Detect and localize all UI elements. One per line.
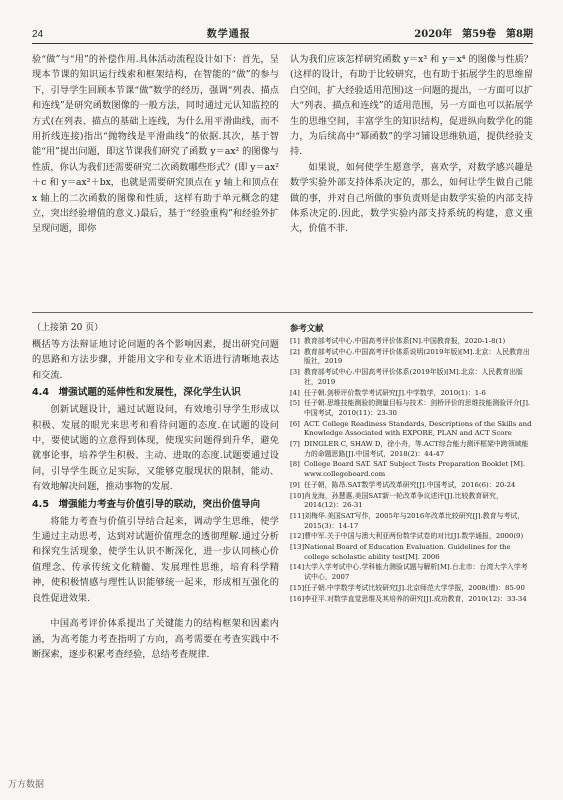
reference-text: 教育部考试中心.中国高考评价体系说明(2019年版)[M].北京：人民教育出版社，2019 [304, 347, 530, 366]
body-paragraph: 中国高考评价体系提出了关键能力的结构框架和因素内涵，为高考能力考查指明了方向，高考需要在考查实践中不断探索，逐步积累考查经验，总结考查规律. [32, 618, 279, 660]
references-list [290, 337, 533, 604]
reference-number: [5] [290, 399, 300, 408]
header-rule [32, 43, 533, 44]
reference-item [290, 337, 533, 347]
top-right-column [290, 52, 533, 310]
top-left-column [32, 52, 279, 310]
body-paragraph: 将能力考查与价值引导结合起来，调动学生思维，使学生通过主动思考，达到对试题价值理念的透彻理解.通过分析和探究生活现象，使学生认识不断深化，进一步认同核心价值理念、传承传统文化精髓、发展理性思维，培育科学精神，使积极情感与理性认识能够统一起来，形成相互强化的良性促进效果. [32, 515, 279, 604]
reference-text: DINGLER C, SHAW D，徐小舟，等.ACT综合能力测评框架中跨领域能力的命题思路[J].中国考试，2018(2)：44-47 [304, 440, 529, 458]
body-paragraph: 认为我们应该怎样研究函数 y＝x³ 和 y＝x⁴ 的图像与性质？(这样的设计，有助于比较研究，也有助于拓展学生的思维留白空间，扩大经验适用范围)这一问题的提出，一方面可以扩大“列表、描点和连线”的适用范围，另一方面也可以拓展学生的思维空间，丰富学生的知识结构，促进纵向数学化的能力，为后续高中“幂函数”的学习铺设思维轨道，提供经验支持. [290, 54, 533, 158]
page-number: 24 [32, 29, 44, 40]
reference-number: [16] [290, 594, 305, 603]
reference-text: ACT. College Readiness Standards, Descriptions of the Skills and Knowledge Associated with EXPORE, PLAN and ACT Score [304, 419, 532, 438]
reference-item [290, 460, 533, 479]
body-paragraph: 验“做”与“用”的补偿作用.具体活动流程设计如下：首先，呈现本节课的知识运行线索和框架结构，在智能的“做”的参与下，引导学生回顾本节课“做”数学的经历，强调“列表、描点和连线”是研究函数图像的一般方法，同时通过元认知监控的方式(在列表、描点的基础上连线，为什么用平滑曲线，而不用折线连接)指出“抛物线是平滑曲线”的依据.其次，基于智能“用”提出问题，即这节课我们研究了函数 y＝ax² 的图像与性质，你认为我们还需要研究二次函数哪些形式？(即 y＝ax²＋c 和 y＝ax²＋bx，也就是需要研究顶点在 y 轴上和顶点在 x 轴上的二次函数的图像和性质，这样有助于单元概念的建立，突出经验增值的意义.)最后，基于“经验重构”和经验外扩呈现问题，即你 [32, 54, 279, 235]
reference-number: [15] [290, 583, 305, 592]
references-title: 参考文献 [290, 323, 324, 333]
reference-text: 任子朝.中学数学考试比较研究[J].北京师范大学学报，2008(增)：85-90 [304, 583, 525, 592]
reference-item [290, 532, 533, 542]
journal-title: 数学通报 [206, 29, 251, 40]
reference-text: 刘梅华.美国SAT写作，2005年与2016年改革比较研究[J].教育与考试，2015(3)：14-17 [304, 511, 525, 530]
body-paragraph: 如果说，如何使学生愿意学，喜欢学，对数学感兴趣是数学实验外部支持体系决定的，那么，如何让学生做自己能做的事，并对自己所做的事负责则是由数学实验的内部支持体系决定的.因此，数学实验内部支持系统的构建，意义重大，价值不菲. [290, 161, 533, 235]
reference-number: [9] [290, 480, 300, 489]
body-paragraph: 创新试题设计，通过试题设问，有效地引导学生形成以积极、发展的眼光来思考和看待问题的态度.在试题的设问中，要使试题的立意得到体现，使现实问题得到升华，避免就事论事，培养学生积极、主动、进取的态度.试题要通过设问，引导学生既立足实际，又能够克服现状的限制，能动、有效地解决问题，推动事物的发展. [32, 404, 279, 493]
reference-item [290, 584, 533, 594]
reference-text: 大学入学考试中心.学科能力测验试题与解析[M].台北市：台湾大学入学考试中心，2007 [304, 563, 528, 582]
watermark: 万方数据 [8, 779, 45, 789]
page-header [32, 24, 533, 40]
reference-item [290, 481, 533, 491]
reference-text: 教育部考试中心.中国高考评价体系[N].中国教育报，2020-1-8(1) [304, 337, 506, 345]
reference-text: College Board SAT. SAT Subject Tests Preparation Booklet [M]. www.collegeboard.com [304, 460, 526, 479]
references-column [290, 322, 533, 762]
reference-number: [8] [290, 460, 300, 469]
reference-number: [13] [290, 543, 305, 552]
paragraph-gap [32, 606, 279, 616]
reference-item [290, 440, 533, 459]
reference-number: [2] [290, 347, 300, 356]
reference-item [290, 399, 533, 418]
reference-number: [7] [290, 440, 300, 449]
reference-text: 任子朝.思维技能测验的测量目标与技术：剑桥评价的思维技能测验评介[J].中国考试，2010(11)：23-30 [304, 399, 531, 417]
section-heading-4-4: 4.4 增强试题的延伸性和发展性，深化学生认识 [32, 387, 241, 399]
reference-number: [14] [290, 563, 305, 572]
continued-note: （上接第 20 页） [32, 323, 104, 333]
reference-number: [12] [290, 532, 305, 541]
bottom-left-column [32, 322, 279, 762]
reference-number: [10] [290, 491, 305, 500]
body-paragraph: 概括等方法辩证地讨论问题的各个影响因素，提出研究问题的思路和方法步骤，并能用文字和专业术语进行清晰地表达和交流. [32, 339, 279, 381]
reference-text: 李亚平.对数学直觉思维及其培养的研究[J].成功教育，2010(12)：33-34 [304, 594, 527, 603]
reference-item [290, 563, 533, 582]
reference-item [290, 512, 533, 531]
reference-text: 任子朝，陈昂.SAT数学考试改革研究[J].中国考试，2016(6)：20-24 [304, 480, 516, 489]
reference-text: 曹中军.关于中国与澳大利亚两份数学试卷的对比[J].数学通报，2000(9) [304, 532, 524, 541]
reference-item [290, 389, 533, 399]
reference-item [290, 368, 533, 387]
article-divider [32, 312, 533, 313]
issue-info: 2020年 第59卷 第8期 [414, 29, 533, 40]
reference-text: 任子朝.剑桥评价数学考试研究[J].中学数学，2010(1)：1-6 [304, 388, 486, 397]
reference-text: 肖龙海，孙慧惠.美国SAT新一轮改革争议述评[J].比较教育研究，2014(12)：26-31 [304, 491, 503, 510]
reference-number: [4] [290, 388, 300, 397]
reference-item [290, 420, 533, 439]
reference-text: National Board of Education Evaluation. Guidelines for the college scholastic ability test[M]. 2006 [304, 543, 511, 561]
reference-text: 教育部考试中心.中国高考评价体系(2019年版)[M].北京：人民教育出版社，2019 [304, 368, 523, 386]
reference-number: [11] [290, 511, 305, 520]
reference-item [290, 543, 533, 562]
reference-number: [1] [290, 337, 300, 345]
reference-item [290, 348, 533, 367]
reference-item [290, 492, 533, 511]
section-heading-4-5: 4.5 增强能力考查与价值引导的联动，突出价值导向 [32, 498, 261, 510]
reference-item [290, 595, 533, 605]
reference-number: [6] [290, 419, 300, 428]
reference-number: [3] [290, 368, 300, 377]
